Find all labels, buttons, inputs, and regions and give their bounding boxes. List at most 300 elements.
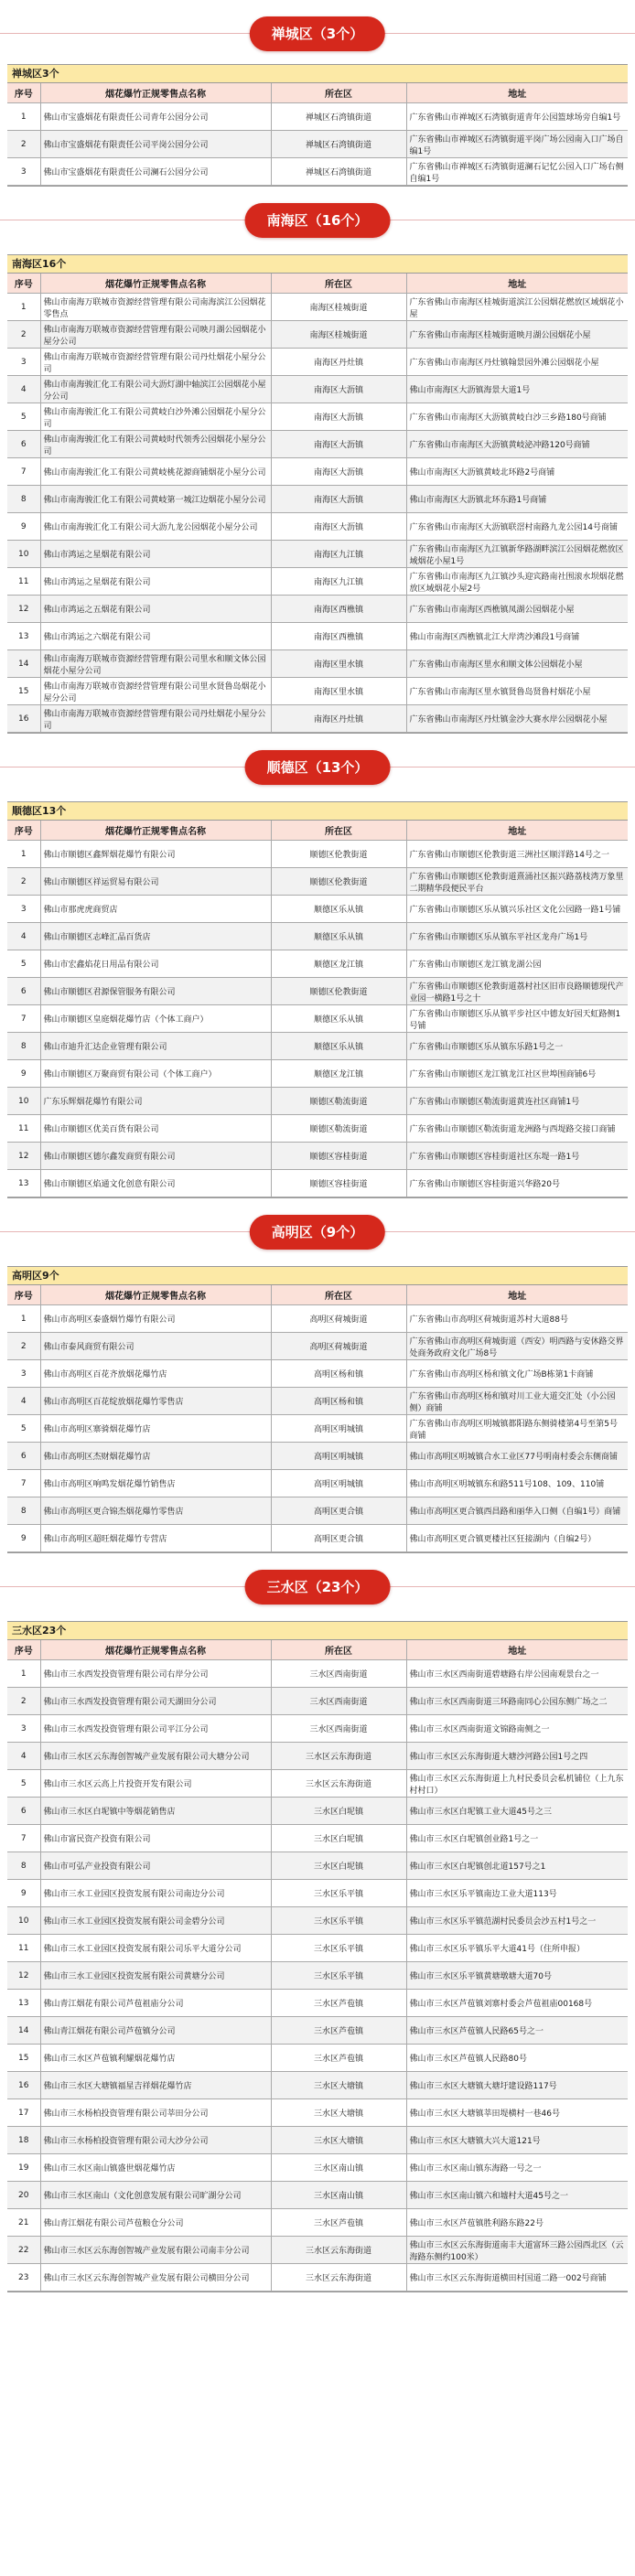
cell-no: 12 — [7, 596, 40, 623]
cell-address: 佛山市南海区西樵镇北江大岸湾沙滩段1号商铺 — [406, 623, 628, 650]
cell-district: 三水区南山镇 — [271, 2154, 406, 2182]
cell-address: 佛山市三水区芦苞镇人民路65号之一 — [406, 2017, 628, 2045]
col-no: 序号 — [7, 274, 40, 294]
district-header — [0, 1198, 635, 1266]
cell-district: 高明区杨和镇 — [271, 1360, 406, 1388]
cell-address: 佛山市三水区大塘镇大塘圩建设路117号 — [406, 2072, 628, 2099]
cell-no: 8 — [7, 1852, 40, 1880]
cell-district: 顺德区勒流街道 — [271, 1088, 406, 1115]
cell-district: 顺德区容桂街道 — [271, 1143, 406, 1170]
cell-address: 广东省佛山市顺德区容桂街道社区东堤一路1号 — [406, 1143, 628, 1170]
cell-district: 三水区大塘镇 — [271, 2072, 406, 2099]
cell-address: 广东省佛山市顺德区勒流街道黄连社区商铺1号 — [406, 1088, 628, 1115]
cell-district: 三水区芦苞镇 — [271, 1990, 406, 2017]
cell-name: 佛山市宏鑫焰花日用品有限公司 — [40, 950, 271, 978]
table-row — [7, 513, 628, 541]
cell-no: 3 — [7, 1360, 40, 1388]
cell-address: 佛山市三水区白坭镇创业路1号之一 — [406, 1825, 628, 1852]
cell-district: 高明区明城镇 — [271, 1443, 406, 1470]
cell-district: 顺德区龙江镇 — [271, 950, 406, 978]
cell-district: 禅城区石湾镇街道 — [271, 158, 406, 186]
cell-address: 广东省佛山市南海区桂城街道滨江公园烟花燃放区域烟花小屋 — [406, 294, 628, 321]
cell-address: 佛山市高明区更合镇西昌路和丽华入口侧（自编1号）商铺 — [406, 1497, 628, 1525]
cell-address: 佛山市南海区大沥镇海景大道1号 — [406, 376, 628, 403]
cell-district: 三水区乐平镇 — [271, 1880, 406, 1907]
cell-address: 佛山市三水区西南街道碧塘路右岸公园南观景台之一 — [406, 1660, 628, 1688]
table-row — [7, 1715, 628, 1743]
cell-district: 三水区乐平镇 — [271, 1935, 406, 1962]
table-row — [7, 2099, 628, 2127]
cell-no: 9 — [7, 1060, 40, 1088]
cell-no: 14 — [7, 2017, 40, 2045]
cell-no: 2 — [7, 131, 40, 158]
col-no: 序号 — [7, 1640, 40, 1660]
cell-name: 佛山市顺德区德尔鑫发商贸有限公司 — [40, 1143, 271, 1170]
section-chancheng — [0, 0, 635, 187]
cell-address: 佛山市三水区大塘镇莘田堤横村一巷46号 — [406, 2099, 628, 2127]
cell-no: 4 — [7, 923, 40, 950]
cell-no: 13 — [7, 1990, 40, 2017]
cell-name: 佛山市高明区超旺烟花爆竹专营店 — [40, 1525, 271, 1552]
cell-address: 广东省佛山市顺德区乐从镇东乐路1号之一 — [406, 1033, 628, 1060]
cell-name: 佛山市富民资产投资有限公司 — [40, 1825, 271, 1852]
cell-district: 禅城区石湾镇街道 — [271, 131, 406, 158]
cell-name: 佛山市三水区云东海创智城产业发展有限公司大塘分公司 — [40, 1743, 271, 1770]
cell-district: 顺德区乐从镇 — [271, 1005, 406, 1033]
cell-no: 5 — [7, 950, 40, 978]
cell-address: 佛山市三水区乐平镇南边工业大道113号 — [406, 1880, 628, 1907]
cell-name: 佛山市顺德区皇庭烟花爆竹店（个体工商户） — [40, 1005, 271, 1033]
cell-no: 22 — [7, 2237, 40, 2264]
table-row — [7, 1143, 628, 1170]
cell-name: 佛山市鸿运之星烟花有限公司 — [40, 568, 271, 596]
district-table-title: 高明区9个 — [7, 1267, 628, 1285]
cell-district: 三水区乐平镇 — [271, 1907, 406, 1935]
table-row — [7, 596, 628, 623]
table-row — [7, 1880, 628, 1907]
cell-no: 1 — [7, 841, 40, 868]
table-row — [7, 1388, 628, 1415]
cell-no: 21 — [7, 2209, 40, 2237]
cell-address: 广东省佛山市顺德区伦教街道熹涌社区振兴路荔枝湾万象里二期精华段便民平台 — [406, 868, 628, 896]
cell-no: 1 — [7, 294, 40, 321]
cell-address: 广东省佛山市高明区明城镇都阳路东侧骑楼第4号至第5号商铺 — [406, 1415, 628, 1443]
table-row — [7, 978, 628, 1005]
retail-table — [7, 1640, 628, 2292]
retail-table — [7, 1285, 628, 1552]
cell-no: 10 — [7, 541, 40, 568]
cell-no: 4 — [7, 376, 40, 403]
cell-no: 7 — [7, 1825, 40, 1852]
table-row — [7, 376, 628, 403]
section-gaoming — [0, 1198, 635, 1553]
cell-district: 南海区大沥镇 — [271, 458, 406, 486]
cell-name: 佛山市宝盛烟花有限责任公司平岗公园分公司 — [40, 131, 271, 158]
cell-name: 佛山青江烟花有限公司芦苞粮仓分公司 — [40, 2209, 271, 2237]
cell-district: 三水区云东海街道 — [271, 1770, 406, 1798]
cell-district: 三水区西南街道 — [271, 1660, 406, 1688]
cell-no: 8 — [7, 486, 40, 513]
table-row — [7, 1660, 628, 1688]
cell-address: 佛山市三水区西南街道三环路南同心公园东侧广场之二 — [406, 1688, 628, 1715]
cell-name: 佛山市高明区百花绽放烟花爆竹零售店 — [40, 1388, 271, 1415]
table-row — [7, 1415, 628, 1443]
cell-name: 佛山市南海骏汇化工有限公司黄岐时代领秀公园烟花小屋分公司 — [40, 431, 271, 458]
table-row — [7, 1115, 628, 1143]
cell-district: 高明区明城镇 — [271, 1415, 406, 1443]
cell-name: 佛山市南海骏汇化工有限公司大沥九龙公园烟花小屋分公司 — [40, 513, 271, 541]
table-row — [7, 2072, 628, 2099]
cell-no: 3 — [7, 158, 40, 186]
table-row — [7, 2237, 628, 2264]
cell-name: 佛山市三水区云东海创智城产业发展有限公司南丰分公司 — [40, 2237, 271, 2264]
col-district: 所在区 — [271, 274, 406, 294]
cell-name: 佛山市三水工业园区投资发展有限公司黄塘分公司 — [40, 1962, 271, 1990]
table-row — [7, 1907, 628, 1935]
cell-district: 三水区白坭镇 — [271, 1798, 406, 1825]
cell-district: 三水区白坭镇 — [271, 1825, 406, 1852]
col-address: 地址 — [406, 1285, 628, 1305]
cell-no: 13 — [7, 623, 40, 650]
cell-address: 广东省佛山市南海区桂城街道映月湖公园烟花小屋 — [406, 321, 628, 349]
table-row — [7, 1060, 628, 1088]
table-row — [7, 896, 628, 923]
section-sanshui — [0, 1553, 635, 2292]
cell-address: 佛山市三水区白坭镇工业大道45号之三 — [406, 1798, 628, 1825]
cell-no: 12 — [7, 1143, 40, 1170]
col-name: 烟花爆竹正规零售点名称 — [40, 821, 271, 841]
cell-name: 佛山市南海骏汇化工有限公司黄岐桃花源商铺烟花小屋分公司 — [40, 458, 271, 486]
cell-address: 佛山市三水区西南街道文锦路南侧之一 — [406, 1715, 628, 1743]
cell-name: 佛山市南海万联城市资源经营管理有限公司丹灶烟花小屋分公司 — [40, 349, 271, 376]
cell-name: 佛山市南海骏汇化工有限公司黄岐白沙外滩公园烟花小屋分公司 — [40, 403, 271, 431]
cell-address: 广东省佛山市顺德区伦教街道三洲社区顺洋路14号之一 — [406, 841, 628, 868]
cell-district: 顺德区乐从镇 — [271, 923, 406, 950]
cell-name: 佛山市迪升汇达企业管理有限公司 — [40, 1033, 271, 1060]
cell-address: 广东省佛山市南海区西樵镇凤湖公园烟花小屋 — [406, 596, 628, 623]
table-row — [7, 705, 628, 733]
cell-name: 佛山市可弘产业投资有限公司 — [40, 1852, 271, 1880]
cell-no: 9 — [7, 513, 40, 541]
cell-name: 佛山市三水区云东海创智城产业发展有限公司横田分公司 — [40, 2264, 271, 2292]
cell-no: 20 — [7, 2182, 40, 2209]
cell-address: 广东省佛山市南海区丹灶镇翰景园外滩公园烟花小屋 — [406, 349, 628, 376]
cell-district: 三水区白坭镇 — [271, 1852, 406, 1880]
cell-no: 15 — [7, 678, 40, 705]
cell-address: 佛山市三水区乐平镇范湖村民委员会沙五村1号之一 — [406, 1907, 628, 1935]
cell-no: 1 — [7, 1305, 40, 1333]
cell-no: 6 — [7, 1443, 40, 1470]
cell-name: 佛山市三水西发投资管理有限公司右岸分公司 — [40, 1660, 271, 1688]
cell-name: 佛山市高明区百花齐放烟花爆竹店 — [40, 1360, 271, 1388]
cell-no: 3 — [7, 349, 40, 376]
retail-table — [7, 821, 628, 1197]
cell-address: 广东省佛山市顺德区乐从镇兴乐社区文化公园路一路1号铺 — [406, 896, 628, 923]
cell-district: 顺德区龙江镇 — [271, 1060, 406, 1088]
district-header — [0, 1553, 635, 1621]
table-row — [7, 403, 628, 431]
cell-no: 19 — [7, 2154, 40, 2182]
retail-table — [7, 83, 628, 186]
cell-address: 广东省佛山市顺德区勒流街道龙洲路与西堤路交接口商铺 — [406, 1115, 628, 1143]
table-row — [7, 1825, 628, 1852]
cell-district: 高明区更合镇 — [271, 1525, 406, 1552]
table-row — [7, 486, 628, 513]
cell-district: 南海区九江镇 — [271, 541, 406, 568]
section-nanhai — [0, 187, 635, 734]
district-table-title: 南海区16个 — [7, 255, 628, 274]
cell-no: 15 — [7, 2045, 40, 2072]
district-header — [0, 0, 635, 64]
cell-name: 佛山市三水区南山镇盛世烟花爆竹店 — [40, 2154, 271, 2182]
cell-district: 三水区芦苞镇 — [271, 2017, 406, 2045]
cell-district: 顺德区乐从镇 — [271, 1033, 406, 1060]
cell-no: 17 — [7, 2099, 40, 2127]
district-header — [0, 734, 635, 801]
cell-address: 佛山市三水区乐平镇黄塘墩塘大道70号 — [406, 1962, 628, 1990]
district-table-title: 禅城区3个 — [7, 65, 628, 83]
cell-address: 广东省佛山市南海区丹灶镇金沙大赛水岸公园烟花小屋 — [406, 705, 628, 733]
cell-name: 佛山市三水区大塘镇福星吉祥烟花爆竹店 — [40, 2072, 271, 2099]
cell-address: 佛山市高明区更合镇更楼社区狂接湖内（自编2号） — [406, 1525, 628, 1552]
cell-no: 3 — [7, 896, 40, 923]
cell-name: 佛山市南海骏汇化工有限公司黄岐第一城江边烟花小屋分公司 — [40, 486, 271, 513]
cell-district: 南海区西樵镇 — [271, 596, 406, 623]
table-row — [7, 2154, 628, 2182]
cell-name: 佛山市高明区杰财烟花爆竹店 — [40, 1443, 271, 1470]
cell-address: 广东省佛山市禅城区石湾镇街道澜石记忆公园入口广场右侧自编1号 — [406, 158, 628, 186]
col-district: 所在区 — [271, 1640, 406, 1660]
cell-name: 佛山市宝盛烟花有限责任公司澜石公园分公司 — [40, 158, 271, 186]
cell-no: 16 — [7, 2072, 40, 2099]
cell-name: 佛山市三水工业园区投资发展有限公司金碧分公司 — [40, 1907, 271, 1935]
col-name: 烟花爆竹正规零售点名称 — [40, 83, 271, 103]
cell-name: 佛山市南海万联城市资源经营管理有限公司丹灶烟花小屋分公司 — [40, 705, 271, 733]
table-row — [7, 1170, 628, 1197]
cell-district: 南海区桂城街道 — [271, 294, 406, 321]
table-row — [7, 1798, 628, 1825]
table-row — [7, 950, 628, 978]
cell-address: 佛山市三水区云东海街道横田村国道二路一002号商铺 — [406, 2264, 628, 2292]
cell-name: 佛山市三水工业园区投资发展有限公司乐平大道分公司 — [40, 1935, 271, 1962]
table-row — [7, 1852, 628, 1880]
cell-district: 三水区乐平镇 — [271, 1962, 406, 1990]
district-table-frame — [7, 801, 628, 1198]
cell-address: 佛山市高明区明城镇东和路511号108、109、110铺 — [406, 1470, 628, 1497]
cell-name: 佛山市高明区泰盛烟竹爆竹有限公司 — [40, 1305, 271, 1333]
table-row — [7, 1962, 628, 1990]
cell-name: 佛山市南海骏汇化工有限公司大沥灯湖中轴滨江公园烟花小屋分公司 — [40, 376, 271, 403]
cell-address: 广东省佛山市顺德区龙江镇龙江社区世埠围商铺6号 — [406, 1060, 628, 1088]
cell-address: 广东省佛山市顺德区伦教街道荔村社区旧市良路顺德现代产业园一横路1号之十 — [406, 978, 628, 1005]
cell-district: 三水区云东海街道 — [271, 1743, 406, 1770]
table-row — [7, 1005, 628, 1033]
district-table-title: 顺德区13个 — [7, 802, 628, 821]
cell-name: 佛山市南海万联城市资源经营管理有限公司南海滨江公园烟花零售点 — [40, 294, 271, 321]
table-row — [7, 1770, 628, 1798]
cell-district: 三水区南山镇 — [271, 2182, 406, 2209]
cell-no: 1 — [7, 1660, 40, 1688]
cell-district: 南海区里水镇 — [271, 678, 406, 705]
table-row — [7, 1443, 628, 1470]
cell-name: 佛山市三水西发投资管理有限公司天湖田分公司 — [40, 1688, 271, 1715]
cell-no: 9 — [7, 1525, 40, 1552]
cell-district: 高明区荷城街道 — [271, 1305, 406, 1333]
cell-name: 佛山市高明区响鸣发烟花爆竹销售店 — [40, 1470, 271, 1497]
table-row — [7, 2127, 628, 2154]
cell-name: 佛山市顺德区优美百货有限公司 — [40, 1115, 271, 1143]
cell-address: 佛山市三水区乐平镇乐平大道41号（住所申报） — [406, 1935, 628, 1962]
cell-no: 9 — [7, 1880, 40, 1907]
cell-no: 4 — [7, 1743, 40, 1770]
cell-no: 3 — [7, 1715, 40, 1743]
table-row — [7, 131, 628, 158]
table-row — [7, 2182, 628, 2209]
cell-name: 佛山市三水工业园区投资发展有限公司南边分公司 — [40, 1880, 271, 1907]
cell-no: 6 — [7, 1798, 40, 1825]
table-row — [7, 2264, 628, 2292]
cell-district: 高明区明城镇 — [271, 1470, 406, 1497]
cell-address: 佛山市三水区芦苞镇刘寨村委会芦苞祖庙00168号 — [406, 1990, 628, 2017]
table-row — [7, 431, 628, 458]
table-row — [7, 2209, 628, 2237]
cell-name: 佛山市南海万联城市资源经营管理有限公司里水贤鲁岛烟花小屋分公司 — [40, 678, 271, 705]
district-badge: 南海区（16个） — [245, 203, 391, 238]
cell-name: 佛山市顺德区志峰汇品百货店 — [40, 923, 271, 950]
cell-name: 佛山市三水区芦苞镇利耀烟花爆竹店 — [40, 2045, 271, 2072]
cell-no: 11 — [7, 568, 40, 596]
cell-address: 佛山市三水区大塘镇大兴大道121号 — [406, 2127, 628, 2154]
table-row — [7, 1360, 628, 1388]
cell-district: 南海区丹灶镇 — [271, 705, 406, 733]
cell-address: 广东省佛山市高明区荷城街道（西安）明西路与安休路交界处商务政府文化广场8号 — [406, 1333, 628, 1360]
district-badge: 三水区（23个） — [245, 1570, 391, 1605]
cell-no: 16 — [7, 705, 40, 733]
table-row — [7, 1935, 628, 1962]
cell-district: 高明区杨和镇 — [271, 1388, 406, 1415]
cell-name: 佛山市顺德区祥运贸易有限公司 — [40, 868, 271, 896]
table-row — [7, 841, 628, 868]
table-row — [7, 2017, 628, 2045]
district-badge: 高明区（9个） — [250, 1215, 385, 1250]
cell-name: 佛山市顺德区君源保管服务有限公司 — [40, 978, 271, 1005]
cell-name: 佛山青江烟花有限公司芦苞镇分公司 — [40, 2017, 271, 2045]
table-row — [7, 541, 628, 568]
cell-address: 佛山市三水区南山镇六和墟村大道45号之一 — [406, 2182, 628, 2209]
cell-no: 23 — [7, 2264, 40, 2292]
cell-address: 广东省佛山市南海区大沥镇黄岐白沙三乡路180号商铺 — [406, 403, 628, 431]
col-name: 烟花爆竹正规零售点名称 — [40, 1640, 271, 1660]
cell-district: 南海区西樵镇 — [271, 623, 406, 650]
table-row — [7, 1088, 628, 1115]
col-address: 地址 — [406, 821, 628, 841]
cell-district: 三水区芦苞镇 — [271, 2045, 406, 2072]
col-district: 所在区 — [271, 821, 406, 841]
cell-district: 南海区大沥镇 — [271, 403, 406, 431]
cell-district: 南海区大沥镇 — [271, 376, 406, 403]
cell-no: 7 — [7, 458, 40, 486]
cell-no: 18 — [7, 2127, 40, 2154]
cell-address: 佛山市三水区芦苞镇胜利路东路22号 — [406, 2209, 628, 2237]
table-row — [7, 1305, 628, 1333]
col-no: 序号 — [7, 821, 40, 841]
table-row — [7, 678, 628, 705]
district-table-title: 三水区23个 — [7, 1622, 628, 1640]
cell-no: 2 — [7, 1333, 40, 1360]
cell-address: 广东省佛山市高明区杨和镇文化广场B栋第1卡商铺 — [406, 1360, 628, 1388]
cell-district: 高明区更合镇 — [271, 1497, 406, 1525]
cell-address: 广东省佛山市南海区大沥镇黄岐泌冲路120号商铺 — [406, 431, 628, 458]
cell-name: 佛山市顺德区鑫辉烟花爆竹有限公司 — [40, 841, 271, 868]
cell-address: 广东省佛山市禅城区石湾镇街道青年公园篮球场旁自编1号 — [406, 103, 628, 131]
cell-address: 佛山市高明区明城镇合水工业区77号明南村委会东侧商铺 — [406, 1443, 628, 1470]
table-row — [7, 158, 628, 186]
cell-address: 广东省佛山市高明区荷城街道苏村大道88号 — [406, 1305, 628, 1333]
cell-no: 2 — [7, 321, 40, 349]
cell-name: 佛山市三水西发投资管理有限公司平江分公司 — [40, 1715, 271, 1743]
table-row — [7, 1688, 628, 1715]
cell-no: 7 — [7, 1005, 40, 1033]
cell-name: 佛山市高明区更合锦杰烟花爆竹零售店 — [40, 1497, 271, 1525]
table-row — [7, 1333, 628, 1360]
cell-no: 13 — [7, 1170, 40, 1197]
table-row — [7, 1470, 628, 1497]
cell-district: 高明区荷城街道 — [271, 1333, 406, 1360]
table-row — [7, 1497, 628, 1525]
district-table-frame — [7, 64, 628, 187]
cell-address: 广东省佛山市南海区里水镇贤鲁岛贤鲁村烟花小屋 — [406, 678, 628, 705]
cell-address: 广东省佛山市顺德区乐从镇东平社区龙舟广场1号 — [406, 923, 628, 950]
cell-district: 顺德区乐从镇 — [271, 896, 406, 923]
cell-no: 14 — [7, 650, 40, 678]
cell-name: 佛山市三水杨柏投资管理有限公司大沙分公司 — [40, 2127, 271, 2154]
cell-name: 佛山市顺德区焰通文化创意有限公司 — [40, 1170, 271, 1197]
cell-no: 1 — [7, 103, 40, 131]
cell-address: 佛山市三水区芦苞镇人民路80号 — [406, 2045, 628, 2072]
table-row — [7, 568, 628, 596]
cell-district: 南海区大沥镇 — [271, 513, 406, 541]
cell-no: 7 — [7, 1470, 40, 1497]
cell-name: 佛山市三水区云高上片投资开发有限公司 — [40, 1770, 271, 1798]
table-row — [7, 1743, 628, 1770]
table-row — [7, 2045, 628, 2072]
cell-name: 佛山市鸿运之五烟花有限公司 — [40, 596, 271, 623]
cell-no: 10 — [7, 1088, 40, 1115]
cell-district: 南海区桂城街道 — [271, 321, 406, 349]
cell-name: 佛山青江烟花有限公司芦苞祖庙分公司 — [40, 1990, 271, 2017]
table-row — [7, 458, 628, 486]
cell-name: 佛山市高明区寨骑烟花爆竹店 — [40, 1415, 271, 1443]
cell-name: 佛山市那虎虎商贸店 — [40, 896, 271, 923]
district-table-frame — [7, 254, 628, 734]
cell-no: 6 — [7, 431, 40, 458]
cell-address: 佛山市南海区大沥镇黄岐北环路2号商铺 — [406, 458, 628, 486]
table-row — [7, 1525, 628, 1552]
cell-address: 佛山市三水区白坭镇创北道157号之1 — [406, 1852, 628, 1880]
cell-address: 广东省佛山市顺德区乐从镇平步社区中德友好园天虹路侧1号铺 — [406, 1005, 628, 1033]
cell-district: 顺德区容桂街道 — [271, 1170, 406, 1197]
cell-district: 三水区西南街道 — [271, 1688, 406, 1715]
table-row — [7, 923, 628, 950]
table-row — [7, 294, 628, 321]
table-row — [7, 1033, 628, 1060]
cell-district: 三水区大塘镇 — [271, 2127, 406, 2154]
cell-no: 5 — [7, 403, 40, 431]
cell-name: 广东乐辉烟花爆竹有限公司 — [40, 1088, 271, 1115]
cell-district: 三水区云东海街道 — [271, 2237, 406, 2264]
cell-district: 三水区西南街道 — [271, 1715, 406, 1743]
cell-no: 5 — [7, 1770, 40, 1798]
